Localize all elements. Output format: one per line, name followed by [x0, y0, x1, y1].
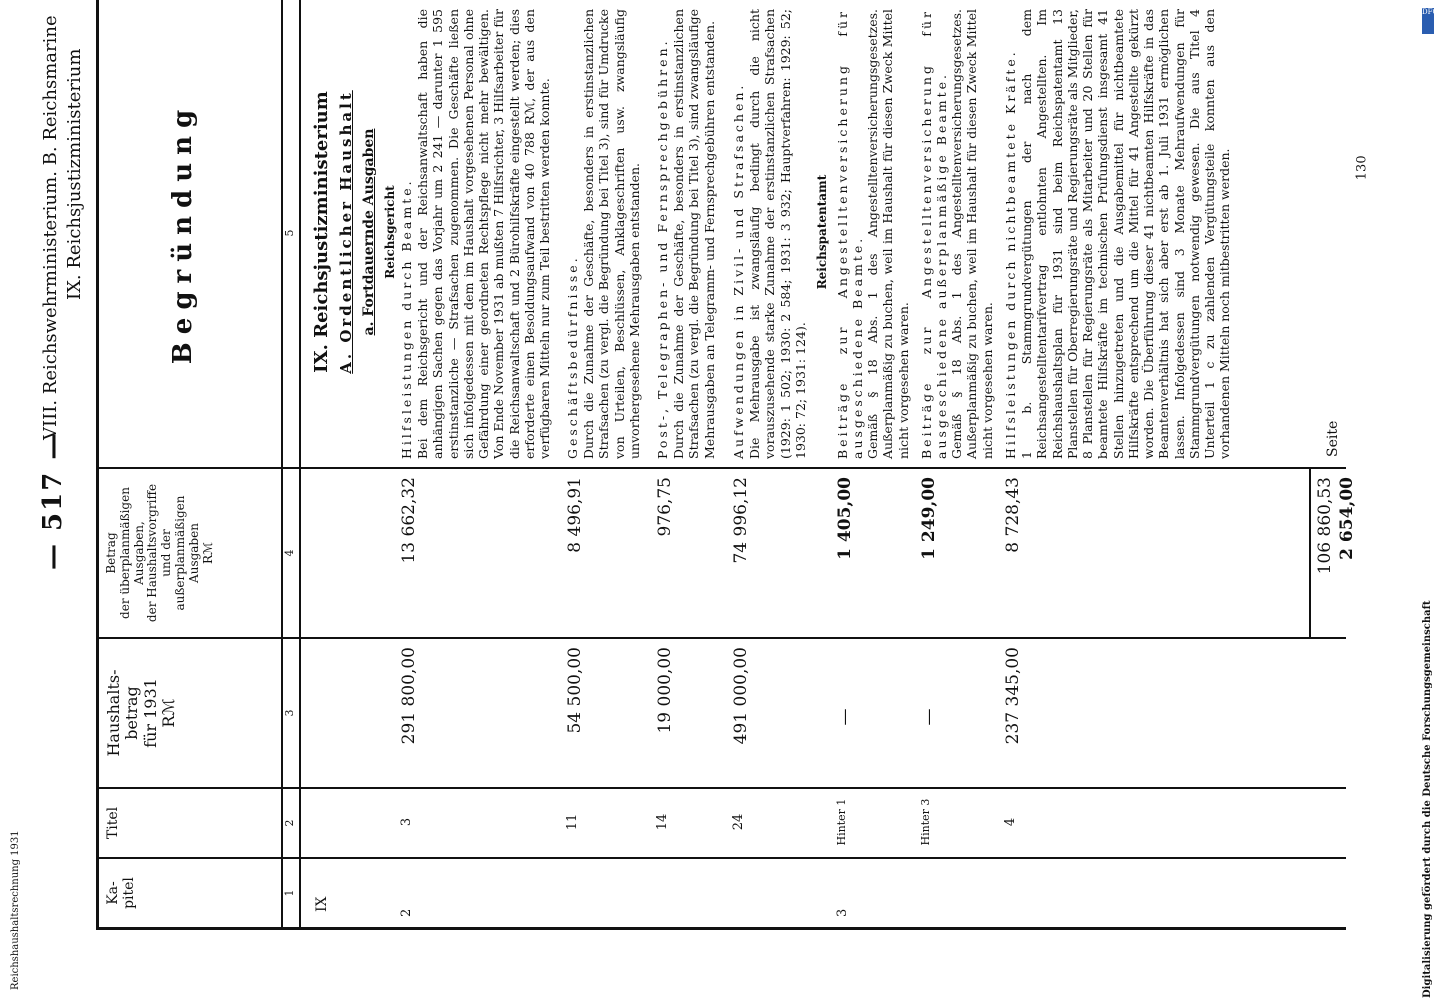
totals-rule [1309, 467, 1311, 637]
folio-number: 130 [1354, 155, 1370, 181]
total-label: Seite [1325, 420, 1341, 457]
ministry-heading: IX. Reichsjustizministerium [311, 91, 332, 373]
col-header-haushalt: Haushalts- betrag für 1931 Rℳ [99, 637, 283, 787]
row-heading: Hilfsleistungen durch Beamte. [399, 178, 414, 459]
col-rule [301, 467, 1346, 637]
row-titel: Hinter 1 [835, 798, 848, 846]
row-titel: 4 [1003, 817, 1018, 827]
row-betrag: — [835, 708, 855, 726]
page-number: — 517 — [38, 431, 68, 570]
row-titel: 3 [399, 817, 414, 827]
col-header-titel: Titel [99, 787, 283, 857]
col-number: 1 [283, 857, 301, 927]
col-number: 5 [283, 0, 301, 467]
col-rule [301, 637, 1346, 787]
row-titel: 11 [565, 813, 580, 831]
budget-table [96, 0, 1357, 930]
subsection-heading: a. Fortdauernde Ausgaben [361, 128, 377, 336]
row-heading: Geschäftsbedürfnisse. [565, 255, 580, 459]
digitization-text: Digitalisierung gefördert durch die Deutsche Forschungsgemeinschaft [1422, 600, 1433, 998]
row-ausgabe: 1 405,00 [835, 477, 855, 560]
row-betrag: 491 000,00 [731, 647, 751, 745]
reichsgericht-heading: Reichsgericht [383, 185, 397, 279]
row-kapitel: 3 [835, 908, 850, 917]
row-ausgabe: 976,75 [655, 477, 675, 537]
dfg-logo: DFG [1422, 8, 1434, 34]
col-number: 3 [283, 637, 301, 787]
reichspatentamt-heading: Reichspatentamt [815, 174, 829, 290]
row-titel: 24 [731, 813, 746, 831]
row-ausgabe: 13 662,32 [399, 477, 419, 564]
row-kapitel: 2 [399, 908, 414, 917]
row-text: Gemäß § 18 Abs. 1 des Angestelltenversicherungsgesetzes. Außerplanmäßig zu buchen, weil im Haushalt für diesen Zweck Mittel nicht vorgesehen waren. [949, 9, 995, 459]
budget-heading: A. Ordentlicher Haushalt [337, 90, 355, 374]
row-ausgabe: 8 728,43 [1003, 477, 1023, 553]
footer-note: Reichshaushaltsrechnung 1931 [10, 830, 21, 990]
col-rule [301, 857, 1346, 927]
total-sum-1: 106 860,53 [1315, 477, 1335, 575]
kapitel-ix: IX [314, 896, 330, 912]
row-titel: 14 [655, 813, 670, 831]
col-number: 4 [283, 467, 301, 637]
header-title-1: VIII. Reichswehrministerium. B. Reichsmarine [40, 15, 61, 440]
row-heading: Beiträge zur Angestelltenversicherung für ausgeschiedene außerplanmäßige Beamte. [919, 9, 950, 459]
row-heading: Beiträge zur Angestelltenversicherung für ausgeschiedene Beamte. [835, 9, 866, 459]
row-ausgabe: 1 249,00 [919, 477, 939, 560]
row-betrag: 237 345,00 [1003, 647, 1023, 745]
col-rule [301, 787, 1346, 857]
row-text: Durch die Zunahme der Geschäfte, besonders in erstinstanzlichen Strafsachen (zu vergl. die Begründung bei Titel 3), sind zwangsläufige Mehrausgaben an Telegramm- und Fernsprechgebühren entstanden. [671, 9, 717, 459]
col-header-ausgaben: Betrag der überplanmäßigen Ausgaben, der Haushaltsvorgriffe und der außerplanmäßigen Ausgaben Rℳ [99, 467, 283, 637]
col-header-begruendung: Begründung [99, 0, 283, 467]
col-header-kapitel: Ka- pitel [99, 857, 283, 927]
row-heading: Aufwendungen in Zivil- und Strafsachen. [731, 82, 746, 459]
col-number: 2 [283, 787, 301, 857]
row-titel: Hinter 3 [919, 798, 932, 846]
row-text: 1 b. Stammgrundvergütungen der nach dem Reichsangestelltentarifvertrag entlohnten Angestellten. Im Reichshaushaltsplan für 1931 sind beim Reichspatentamt 13 Planstellen für Oberregierungsräte und Regierungsräte als Mitglieder, 8 Planstellen für Regierungsräte als Mitarbeiter und 20 Stellen für beamtete Hilfskräfte im technischen Prüfungsdienst insgesamt 41 Stellen hinzugetreten und die Ausgabemittel für nichtbeamtete Hilfskräfte entsprechend um die Mittel für 41 Angestellte gekürzt worden. Die Überführung dieser 41 nichtbeamten Hilfskräfte in das Beamtenverhältnis hat sich aber erst ab 1. Juli 1931 ermöglichen lassen. Infolgedessen sind 3 Monate Mehraufwendungen für Stammgrundvergütungen notwendig gewesen. Die aus Titel 4 Unterteil 1 c zu zahlenden Vergütungsteile konnten aus den vorhandenen Mitteln noch mitbestritten werden. [1019, 9, 1233, 459]
row-text: Die Mehrausgabe ist zwangsläufig bedingt durch die nicht vorauszusehende starke Zunahme der erstinstanzlichen Strafsachen (1929: 1 502; 1930: 2 584; 1931: 3 932; Hauptverfahren: 1929: 52; 1930: 72; 1931: 124). [747, 9, 808, 459]
total-sum-2: 2 654,00 [1337, 477, 1357, 560]
row-heading: Hilfsleistungen durch nichtbeamtete Kräfte. [1003, 49, 1018, 459]
row-betrag: — [919, 708, 939, 726]
row-betrag: 54 500,00 [565, 647, 585, 734]
header-title-2: IX. Reichsjustizministerium [64, 48, 85, 300]
digitization-note [1422, 8, 1436, 998]
row-text: Durch die Zunahme der Geschäfte, besonders in erstinstanzlichen Strafsachen (zu vergl. die Begründung bei Titel 3), sind für Umdrucke von Urteilen, Beschlüssen, Anklageschriften usw. zwangsläufig unvorhergesehene Mehrausgaben entstanden. [581, 9, 642, 459]
row-text: Gemäß § 18 Abs. 1 des Angestelltenversicherungsgesetzes. Außerplanmäßig zu buchen, weil im Haushalt für diesen Zweck Mittel nicht vorgesehen waren. [865, 9, 911, 459]
row-text: Bei dem Reichsgericht und der Reichsanwaltschaft haben die anhängigen Sachen gegen das Vorjahr um 2 241 — darunter 1 595 erstinstanzliche — Strafsachen zugenommen. Die Geschäfte ließen sich infolgedessen mit dem im Haushalt vorgesehenen Personal ohne Gefährdung einer geordneten Rechtspflege nicht mehr bewältigen. Von Ende November 1931 ab mußten 7 Hilfsrichter, 3 Hilfsarbeiter für die Reichsanwaltschaft und 2 Bürohilfskräfte eingestellt werden; dies erforderte einen Besoldungsaufwand von 40 788 Rℳ, der aus den verfügbaren Mitteln nur zum Teil bestritten werden konnte. [415, 9, 552, 459]
row-ausgabe: 74 996,12 [731, 477, 751, 564]
row-ausgabe: 8 496,91 [565, 477, 585, 553]
row-heading: Post-, Telegraphen- und Fernsprechgebühren. [655, 38, 670, 459]
row-betrag: 19 000,00 [655, 647, 675, 734]
row-betrag: 291 800,00 [399, 647, 419, 745]
